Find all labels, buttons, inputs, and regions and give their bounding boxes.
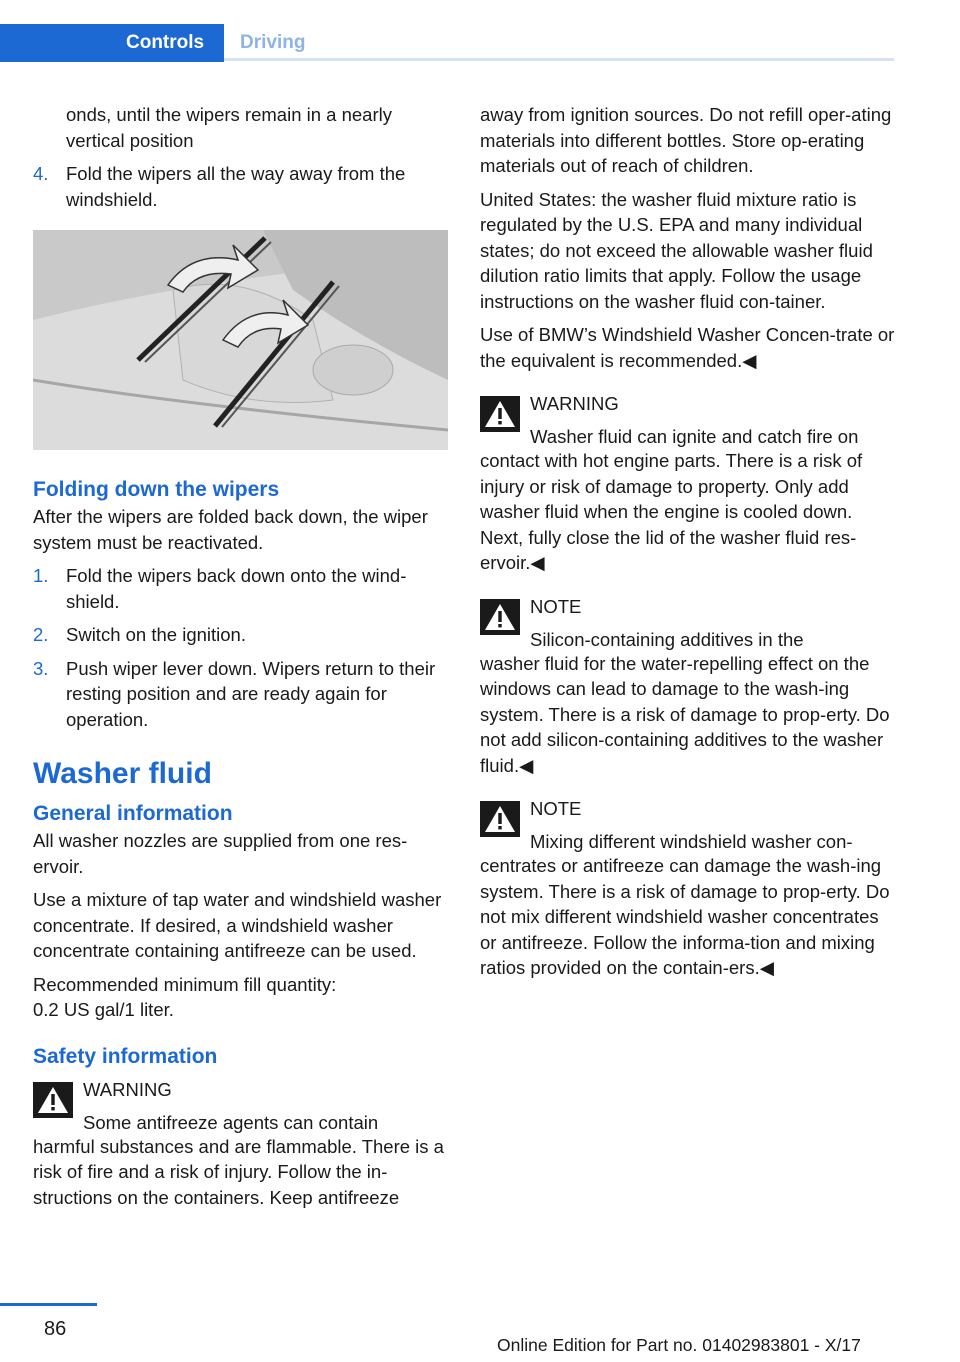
fill-quantity-label: Recommended minimum fill quantity:	[33, 973, 337, 995]
step-number: 3.	[33, 657, 49, 679]
note-block	[480, 594, 896, 779]
general-info-p1: All washer nozzles are supplied from one res‐ervoir.	[33, 830, 408, 877]
page-number: 86	[44, 1318, 67, 1340]
note-text: centrates or antifreeze can damage the wash‐ing system. There is a risk of damage to prop‐erty. Do not mix different windshield washer concentrates or antifreeze. Follow the informa‐tion and mixing ratios provided on the contain‐ers.◀	[480, 855, 890, 978]
list-item	[33, 656, 448, 733]
warning-block	[33, 1077, 448, 1211]
warning-triangle-icon	[480, 396, 520, 432]
wiper-folding-illustration	[33, 230, 448, 450]
warning-first-line: Washer fluid can ignite and catch fire on	[530, 426, 859, 447]
step-text: Fold the wipers all the way away from the windshield.	[66, 163, 406, 210]
left-column	[33, 102, 448, 1218]
list-item	[33, 563, 448, 614]
warning-label: WARNING	[530, 393, 619, 414]
note-first-line: Mixing different windshield washer con‐	[530, 831, 853, 852]
note-text: washer fluid for the water-repelling effect on the windows can lead to damage to the wash‐ing system. There is a risk of damage to prop‐erty. Do not add silicon-containing additives to the washer fluid.◀	[480, 652, 890, 776]
page-number-rule	[0, 1303, 97, 1306]
warning-text: contact with hot engine parts. There is a risk of injury or risk of damage to property. Only add washer fluid when the engine is cooled down. Next, fully close the lid of the washer fluid res‐ervoir.◀	[480, 450, 863, 573]
edition-footer: Online Edition for Part no. 01402983801 - X/17	[497, 1335, 861, 1355]
step-number: 1.	[33, 565, 49, 586]
step-number: 2.	[33, 624, 49, 645]
step-3-continuation: onds, until the wipers remain in a nearly vertical position	[66, 104, 392, 151]
tab-controls-label: Controls	[126, 32, 205, 53]
folding-intro: After the wipers are folded back down, the wiper system must be reactivated.	[33, 506, 428, 553]
warning-first-line: Some antifreeze agents can contain	[83, 1111, 379, 1133]
safety-continuation: away from ignition sources. Do not refill oper‐ating materials into different bottles. Store op‐erating materials out of reach of children.	[480, 104, 892, 176]
step-text: Push wiper lever down. Wipers return to their resting position and are ready again for operation.	[66, 657, 436, 730]
note-label: NOTE	[530, 595, 582, 617]
folding-heading: Folding down the wipers	[33, 478, 280, 501]
note-first-line: Silicon-containing additives in the	[530, 628, 804, 650]
right-column	[480, 102, 896, 989]
us-regulation-text: United States: the washer fluid mixture ratio is regulated by the U.S. EPA and many individual states; do not exceed the allowable washer fluid dilution ratio limits that apply. Follow the usage instructions on the washer fluid con‐tainer.	[480, 188, 873, 312]
chapter-tabs	[0, 24, 894, 62]
list-item	[33, 622, 448, 648]
step-text: Fold the wipers back down onto the wind‐shield.	[66, 565, 407, 612]
step-number: 4.	[33, 163, 49, 184]
recommendation-text: Use of BMW’s Windshield Washer Concen‐trate or the equivalent is recommended.◀	[480, 324, 895, 371]
washer-fluid-title: Washer fluid	[33, 757, 212, 790]
note-block	[480, 796, 896, 981]
warning-triangle-icon	[480, 599, 520, 635]
safety-heading: Safety information	[33, 1044, 218, 1068]
warning-triangle-icon	[33, 1082, 73, 1118]
tab-driving[interactable]: Driving	[240, 32, 306, 53]
general-info-p2: Use a mixture of tap water and windshield washer concentrate. If desired, a windshield washer concentrate containing antifreeze can be used.	[33, 889, 442, 961]
header-rule	[224, 58, 894, 61]
tab-controls[interactable]	[0, 24, 224, 62]
warning-text: harmful substances and are flammable. There is a risk of fire and a risk of injury. Follow the in‐structions on the containers. Keep antifreeze	[33, 1135, 444, 1208]
note-label: NOTE	[530, 798, 582, 819]
general-info-p3	[33, 972, 448, 1023]
list-item	[33, 161, 448, 212]
warning-block	[480, 391, 896, 576]
general-info-heading: General information	[33, 802, 233, 825]
step-text: Switch on the ignition.	[66, 624, 246, 645]
warning-triangle-icon	[480, 801, 520, 837]
fill-quantity-value: 0.2 US gal/1 liter.	[33, 999, 174, 1020]
warning-label: WARNING	[83, 1078, 172, 1100]
